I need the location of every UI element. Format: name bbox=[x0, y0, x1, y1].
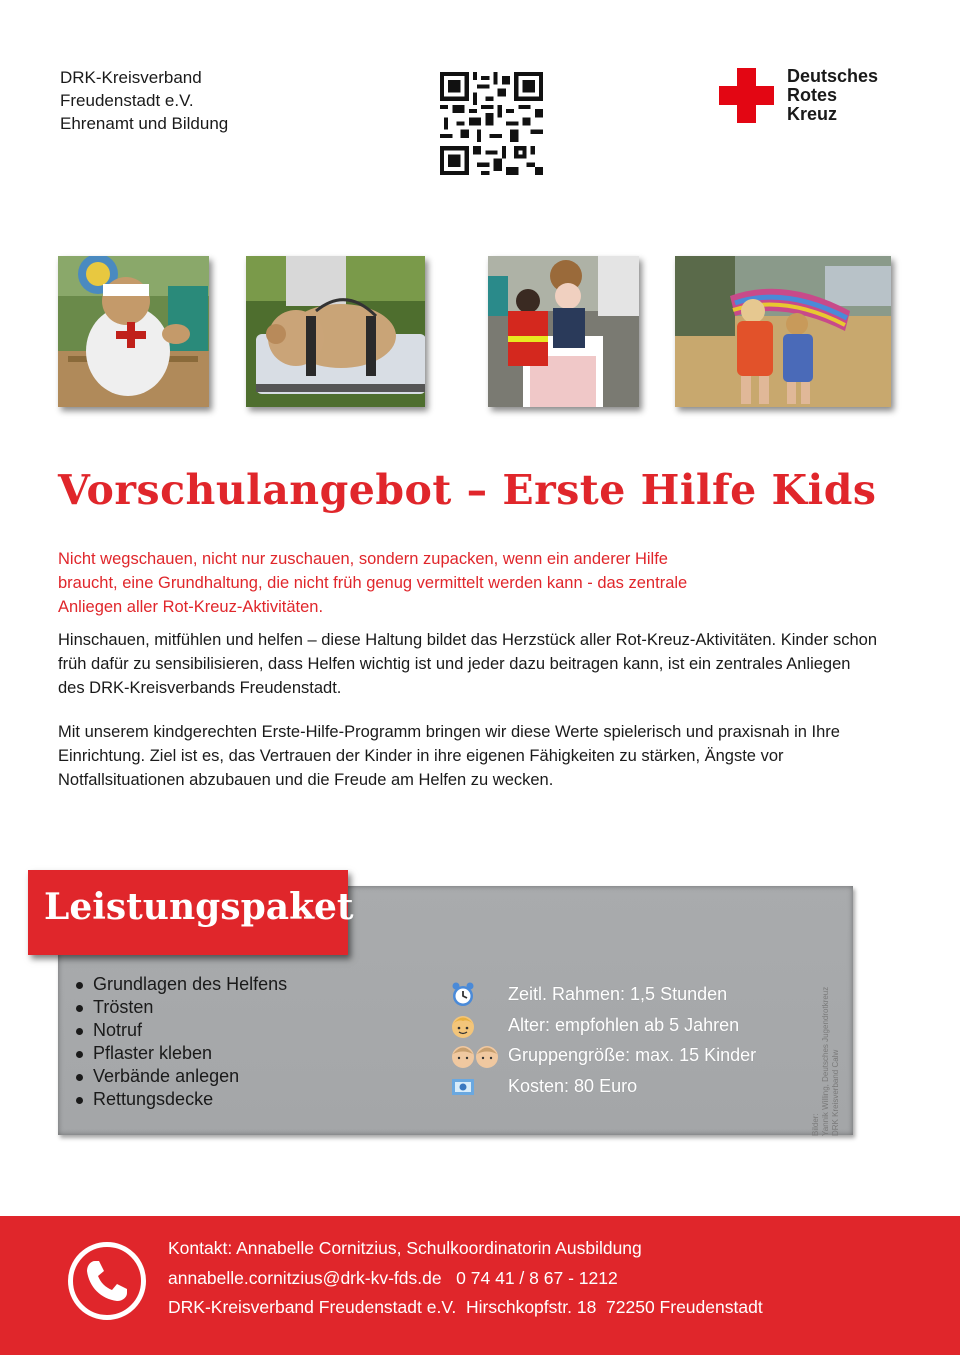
page-title: Vorschulangebot – Erste Hilfe Kids bbox=[58, 466, 877, 514]
fact-text: Gruppengröße: max. 15 Kinder bbox=[508, 1045, 757, 1065]
contact-person: Kontakt: Annabelle Cornitzius, Schulkoordinatorin Ausbildung bbox=[168, 1238, 642, 1258]
intro-text: Nicht wegschauen, nicht nur zuschauen, sondern zupacken, wenn ein anderer Hilfe braucht, eine Grundhaltung, die nicht früh genug vermittelt werden kann - das zentrale Anliegen aller Rot-Kreuz-Aktivitäten. bbox=[58, 550, 688, 616]
logo-line: Deutsches bbox=[787, 66, 879, 86]
contact-address: DRK-Kreisverband Freudenstadt e.V. Hirschkopfstr. 18 72250 Freudenstadt bbox=[168, 1297, 763, 1317]
package-title-badge bbox=[28, 870, 354, 955]
photo-helper-with-baby bbox=[488, 256, 639, 407]
logo-wordmark bbox=[787, 67, 878, 124]
fact-text: Kosten: 80 Euro bbox=[508, 1075, 638, 1096]
org-line: Ehrenamt und Bildung bbox=[60, 114, 229, 133]
package-title: Leistungspaket bbox=[44, 886, 354, 928]
child-face-icon bbox=[450, 1013, 502, 1039]
credit-line: DRK Kreisverband Calw bbox=[831, 1049, 840, 1136]
contact-footer bbox=[0, 1216, 960, 1355]
service-list bbox=[76, 973, 287, 1111]
list-item: Rettungsdecke bbox=[76, 1088, 287, 1111]
logo-line: Kreuz bbox=[787, 104, 838, 124]
list-item: Pflaster kleben bbox=[76, 1042, 287, 1065]
fact-text: Alter: empfohlen ab 5 Jahren bbox=[508, 1014, 740, 1035]
drk-logo bbox=[719, 68, 909, 126]
org-line: DRK-Kreisverband bbox=[60, 68, 202, 87]
phone-icon[interactable] bbox=[68, 1242, 146, 1320]
credit-line: Bilder: bbox=[811, 1113, 820, 1136]
list-item: Trösten bbox=[76, 996, 287, 1019]
photo-teddy-stretcher bbox=[246, 256, 425, 407]
credit-line: Yannik Willing, Deutsches Jugendrotkreuz bbox=[821, 986, 830, 1136]
body-paragraph: Hinschauen, mitfühlen und helfen – diese Haltung bildet das Herzstück aller Rot-Kreuz-Aktivitäten. Kinder schon früh dafür zu sensibilisieren, dass Helfen wichtig ist und jeder dazu beitragen kann, ist ein zentrales Anliegen des DRK-Kreisverbands Freudenstadt. bbox=[58, 631, 878, 697]
logo-line: Rotes bbox=[787, 85, 838, 105]
organization-address bbox=[60, 66, 228, 135]
image-credits bbox=[811, 956, 891, 1136]
red-cross-icon bbox=[719, 68, 774, 123]
alarm-clock-icon bbox=[450, 982, 502, 1008]
list-item: Grundlagen des Helfens bbox=[76, 973, 287, 996]
body-paragraph: Mit unserem kindgerechten Erste-Hilfe-Programm bringen wir diese Werte spielerisch und praxisnah in Ihre Einrichtung. Ziel ist es, das Vertrauen der Kinder in ihre eigenen Fähigkeiten zu stärken, Ängste vor Notfallsituationen abzubauen und die Freude am Helfen zu wecken. bbox=[58, 723, 840, 789]
qr-code-icon[interactable] bbox=[440, 72, 543, 175]
fact-text: Zeitl. Rahmen: 1,5 Stunden bbox=[508, 984, 728, 1004]
children-group-icon bbox=[450, 1043, 502, 1069]
org-line: Freudenstadt e.V. bbox=[60, 91, 194, 110]
list-item: Verbände anlegen bbox=[76, 1065, 287, 1088]
contact-email-phone[interactable]: annabelle.cornitzius@drk-kv-fds.de 0 74 41 / 8 67 - 1212 bbox=[168, 1268, 618, 1288]
photo-children-flag bbox=[675, 256, 891, 407]
money-icon bbox=[450, 1074, 502, 1100]
photo-teddy-bandaged bbox=[58, 256, 209, 407]
list-item: Notruf bbox=[76, 1019, 287, 1042]
